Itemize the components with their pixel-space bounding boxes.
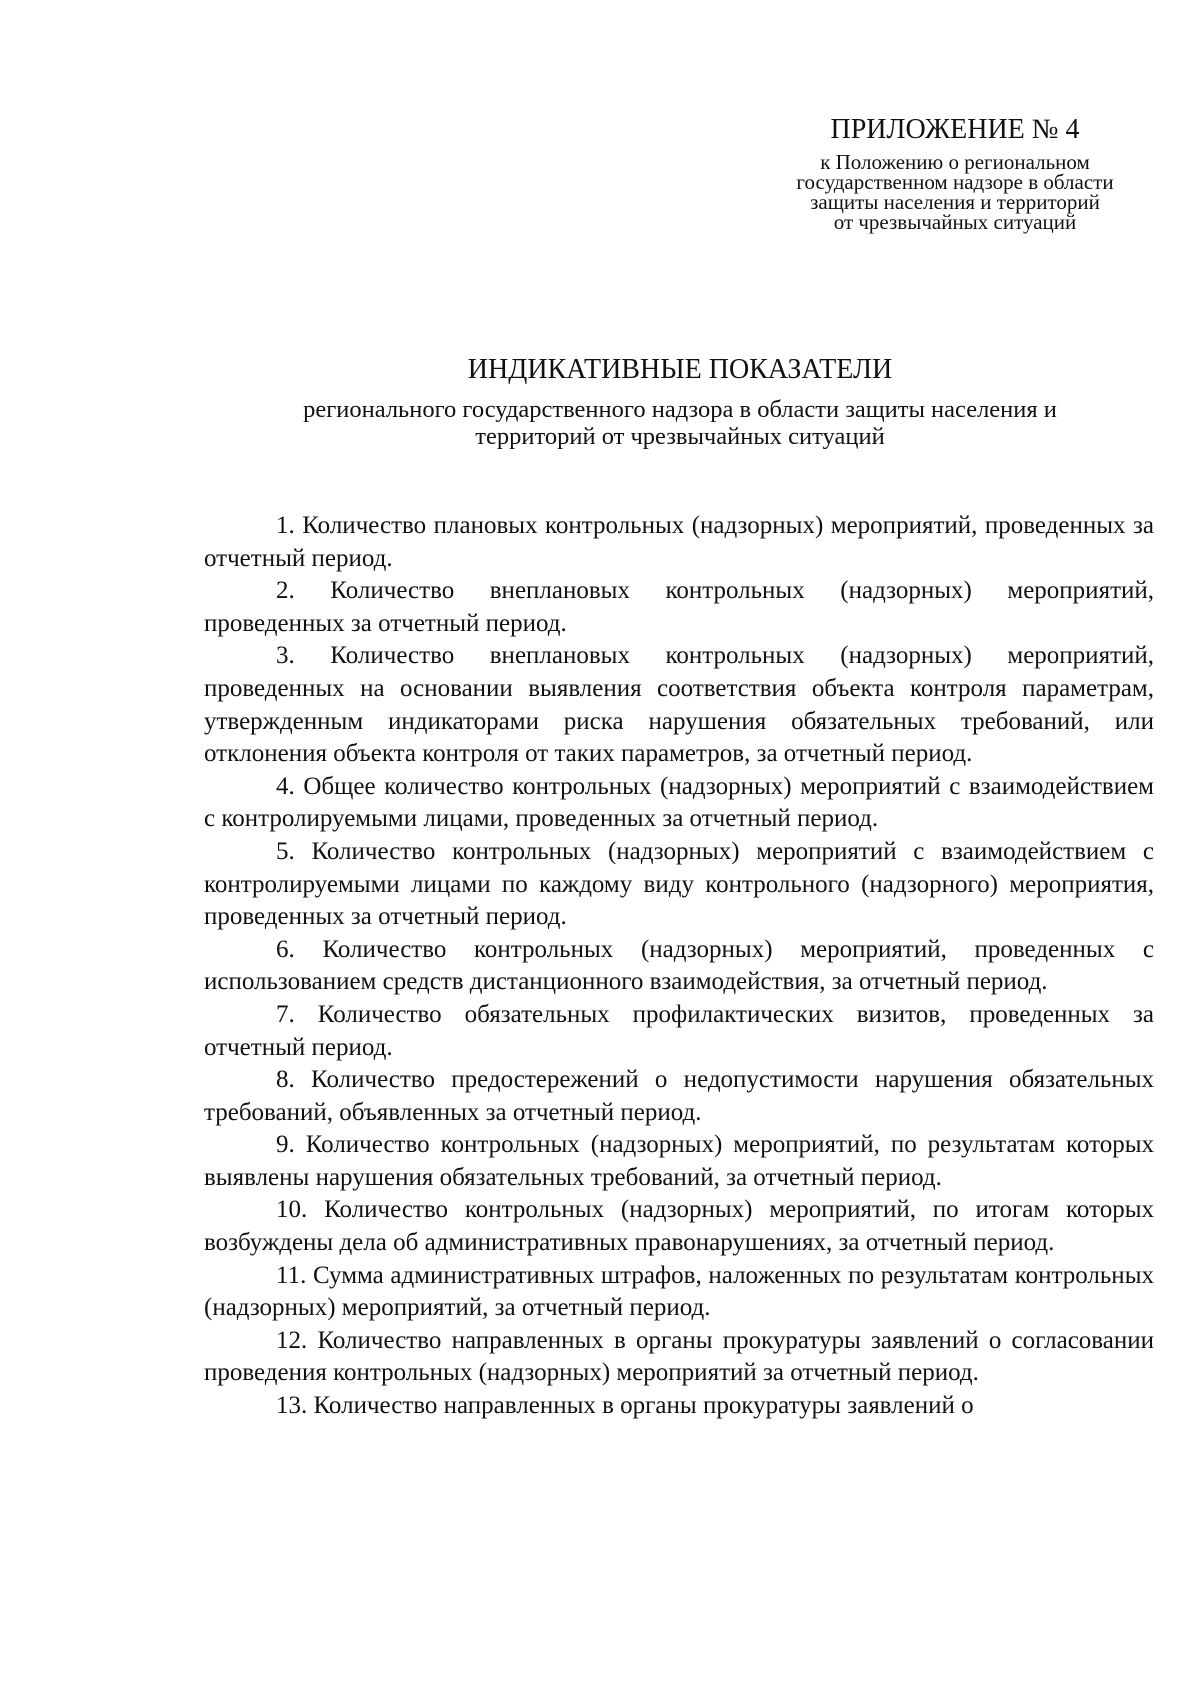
indicator-item: 13. Количество направленных в органы прокуратуры заявлений о: [276, 1392, 974, 1420]
indicator-item: 10. Количество контрольных (надзорных) мероприятий, по итогам которых возбуждены дела об административных правонарушениях, за отчетный период.: [204, 1196, 1154, 1257]
indicator-item: 3. Количество внеплановых контрольных (надзорных) мероприятий, проведенных на основании выявления соответствия объекта контроля параметрам, утвержденным индикаторами риска нарушения обязательных требований, или отклонения объекта контроля от таких параметров, за отчетный период.: [204, 642, 1154, 768]
indicator-list: [204, 510, 1154, 1423]
indicator-item: 6. Количество контрольных (надзорных) мероприятий, проведенных с использованием средств дистанционного взаимодействия, за отчетный период.: [204, 935, 1154, 996]
appendix-line: защиты населения и территорий: [810, 190, 1100, 214]
document-header: [200, 352, 1160, 450]
indicator-item: 4. Общее количество контрольных (надзорных) мероприятий с взаимодействием с контролируемыми лицами, проведенных за отчетный период.: [204, 772, 1154, 833]
indicator-item: 12. Количество направленных в органы прокуратуры заявлений о согласовании проведения контрольных (надзорных) мероприятий за отчетный период.: [204, 1326, 1154, 1387]
indicator-item: 11. Сумма административных штрафов, наложенных по результатам контрольных (надзорных) мероприятий, за отчетный период.: [204, 1261, 1154, 1322]
indicator-item: 5. Количество контрольных (надзорных) мероприятий с взаимодействием с контролируемыми лицами по каждому виду контрольного (надзорного) мероприятия, проведенных за отчетный период.: [204, 837, 1154, 931]
appendix-line: от чрезвычайных ситуаций: [833, 210, 1077, 234]
indicator-item: 1. Количество плановых контрольных (надзорных) мероприятий, проведенных за отчетный период.: [204, 512, 1154, 572]
appendix-block: [740, 112, 1170, 232]
appendix-line: государственном надзоре в области: [796, 170, 1114, 194]
document-subtitle-line: территорий от чрезвычайных ситуаций: [475, 423, 885, 450]
indicator-item: 9. Количество контрольных (надзорных) мероприятий, по результатам которых выявлены нарушения обязательных требований, за отчетный период.: [204, 1131, 1154, 1191]
indicator-item: 2. Количество внеплановых контрольных (надзорных) мероприятий, проведенных за отчетный период.: [204, 577, 1154, 637]
appendix-line: к Положению о региональном: [820, 150, 1090, 174]
indicator-item: 7. Количество обязательных профилактических визитов, проведенных за отчетный период.: [204, 1000, 1154, 1061]
indicator-item: 8. Количество предостережений о недопустимости нарушения обязательных требований, объявленных за отчетный период.: [204, 1066, 1154, 1126]
document-subtitle-line: регионального государственного надзора в области защиты населения и: [303, 396, 1057, 423]
document-title: ИНДИКАТИВНЫЕ ПОКАЗАТЕЛИ: [467, 354, 893, 385]
appendix-title: ПРИЛОЖЕНИЕ № 4: [830, 114, 1080, 145]
